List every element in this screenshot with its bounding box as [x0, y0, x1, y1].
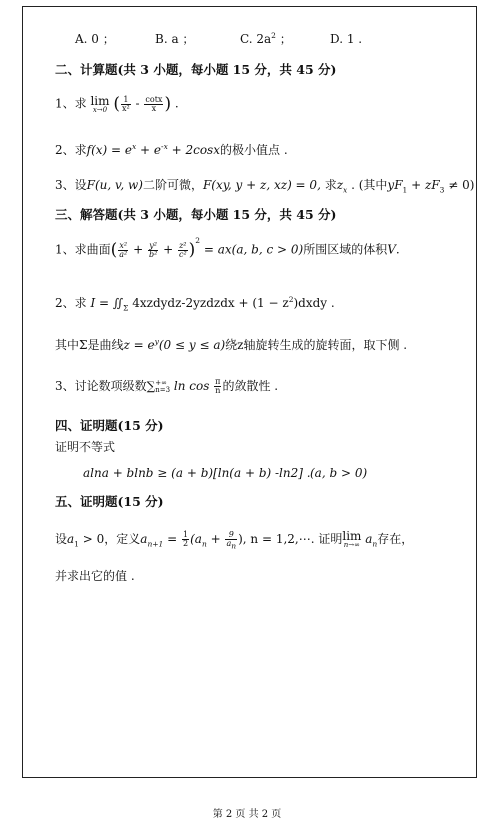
- question-3-1: 1、求曲面( $\frac{\text{x²}}{\text{a²}}$ + $\frac{\text{y²}}{\text{b²}}$ + $\frac{\text{z²}}{\text{c²}}$ )$^2$ = ax(a, b, c > 0)所围区域的体积V.: [55, 235, 400, 260]
- question-2-2: 2、求$f(x) = e^x + e^{-x} + 2\cos x$的极小值点 .: [55, 142, 288, 157]
- question-5: 设$a_1 > 0$，定义$a_{n+1}$ = $\frac{1}{2}$ ($a_n$ + $\frac{9}{a_n}$ ), n = 1,2,⋯. 证明 lim n→∞ $a_n$存在，: [55, 529, 414, 551]
- limit-symbol: lim x→0: [90, 93, 110, 114]
- choice-d: D. 1 .: [330, 32, 363, 46]
- section4-prompt: 证明不等式: [55, 440, 116, 454]
- question-3-2: 2、求 $I = ∬_\Sigma$ 4xzdydz-2yzdzdx + $(1 - z^2)dxdy$ .: [55, 295, 335, 313]
- question-2-3: 3、设F(u, v, w)二阶可微，F(xy, y + z, xz) = 0, 求$z_x$ . (其中$yF_1 + zF_3 \ne 0$): [55, 178, 475, 195]
- page-footer: 第 2 页 共 2 页: [212, 809, 282, 820]
- choice-a: A. 0 ；: [75, 32, 115, 46]
- section4-title: 四、证明题(15 分): [55, 418, 164, 433]
- inequality-condition: (a, b > 0): [310, 466, 368, 480]
- section2-title: 二、计算题(共 3 小题，每小题 15 分，共 45 分): [55, 62, 337, 77]
- question-2-1: 1、求 lim x→0 ( $\frac{1}{\text{x²}}$ - $\frac{\cot x}{x}$ ) .: [55, 93, 179, 114]
- question-5-line2: 并求出它的值 .: [55, 569, 135, 583]
- choice-row: [75, 32, 455, 48]
- inequality: alna + blnb ≥ (a + b)[ln(a + b) -ln2] .: [83, 466, 311, 480]
- choice-c: C. $2a^2$ ；: [240, 31, 292, 46]
- choice-b: B. a ；: [155, 32, 195, 46]
- section3-title: 三、解答题(共 3 小题，每小题 15 分，共 45 分): [55, 207, 337, 222]
- question-3-2-note: 其中Σ是曲线$z = e^y(0 \le y \le a)$绕z轴旋转生成的旋转面，取下侧 .: [55, 337, 408, 352]
- section5-title: 五、证明题(15 分): [55, 494, 164, 509]
- question-3-3: 3、讨论数项级数∑ +∞ n=3 ln cos $\frac{\pi}{n}$ 的敛散性 .: [55, 377, 279, 395]
